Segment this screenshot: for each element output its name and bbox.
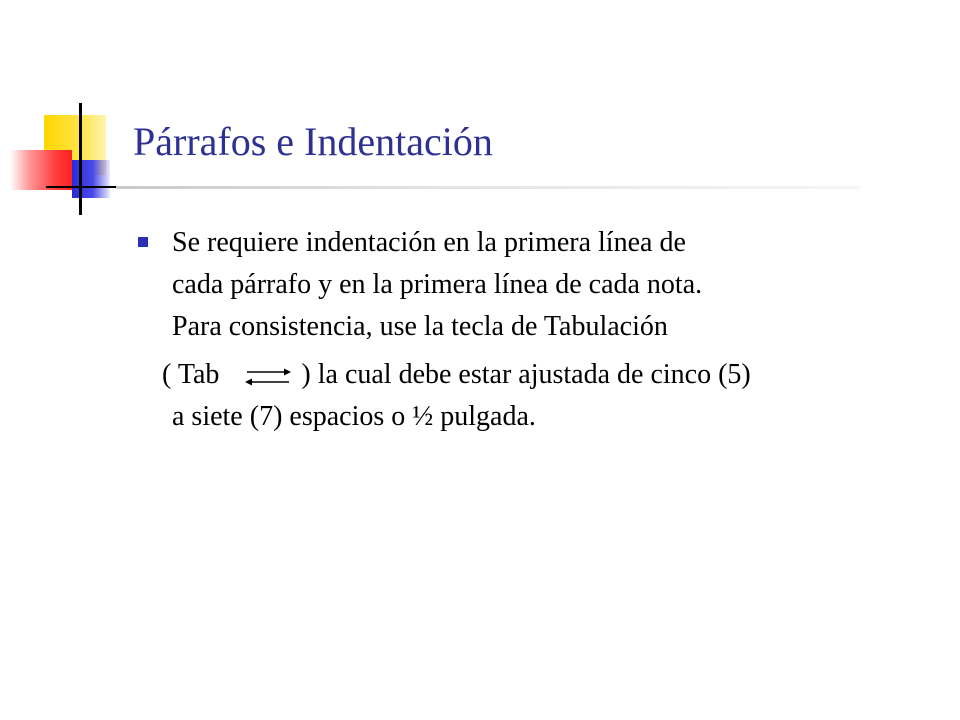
bullet-line-2: cada párrafo y en la primera línea de cada nota. bbox=[172, 269, 703, 300]
deco-red-bar bbox=[10, 150, 72, 190]
continuation-line-2: a siete (7) espacios o ½ pulgada. bbox=[172, 401, 536, 432]
continuation-line-1 bbox=[162, 354, 932, 396]
tab-key-arrows-icon bbox=[241, 365, 295, 389]
continuation-paragraph bbox=[162, 354, 932, 438]
tab-rest-text: ) la cual debe estar ajustada de cinco (5) bbox=[301, 359, 751, 390]
bullet-line-3: Para consistencia, use la tecla de Tabulación bbox=[172, 311, 668, 342]
deco-blue-square bbox=[72, 160, 110, 198]
title-underline bbox=[116, 186, 860, 189]
bullet-paragraph bbox=[172, 222, 932, 348]
slide-title: Párrafos e Indentación bbox=[133, 119, 493, 164]
slide-body bbox=[162, 222, 932, 438]
bullet-line-1: Se requiere indentación en la primera línea de bbox=[172, 227, 686, 258]
decorative-corner-graphic bbox=[0, 0, 140, 230]
deco-vertical-line bbox=[79, 103, 82, 215]
tab-open-text: ( Tab bbox=[162, 359, 220, 390]
square-bullet-icon bbox=[138, 237, 148, 247]
deco-horizontal-line bbox=[46, 186, 126, 188]
